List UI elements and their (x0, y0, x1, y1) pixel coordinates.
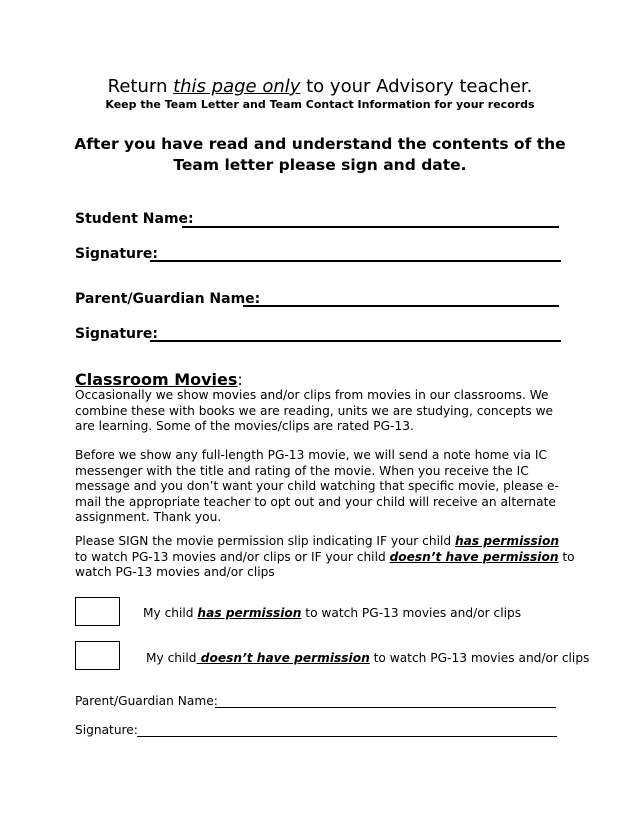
signature-label-2: Signature: (75, 326, 158, 342)
page-title: Return this page only to your Advisory teacher. (107, 76, 533, 97)
parent-name-field[interactable] (243, 305, 559, 307)
subtitle: Keep the Team Letter and Team Contact Information for your records (105, 98, 535, 111)
footer-parent-name-field[interactable] (215, 707, 556, 708)
no-permission-label: My child doesn’t have permission to watch PG-13 movies and/or clips (146, 651, 590, 665)
parent-name-label: Parent/Guardian Name: (75, 291, 261, 307)
has-permission-checkbox[interactable] (75, 597, 120, 626)
no-permission-checkbox[interactable] (75, 641, 120, 670)
student-name-field[interactable] (182, 226, 559, 228)
student-signature-field[interactable] (150, 260, 561, 262)
has-permission-label: My child has permission to watch PG-13 movies and/or clips (143, 606, 522, 620)
footer-parent-name-label: Parent/Guardian Name: (75, 694, 218, 708)
title-emphasis: this page only (173, 76, 301, 97)
movies-paragraph-2: Before we show any full-length PG-13 movie, we will send a note home via IC messenger with the title and rating of the movie. When you receive the IC message and you don’t want your child watching that specific movie, please e-mail the appropriate teacher to opt out and your child will receive an alternate assignment. Thank you. (75, 448, 559, 524)
movies-paragraph-1: Occasionally we show movies and/or clips from movies in our classrooms. We combine these with books we are reading, units we are studying, concepts we are learning. Some of the movies/clips are rated PG-13. (75, 388, 554, 433)
movies-heading: Classroom Movies: (75, 370, 243, 389)
movies-paragraph-3: Please SIGN the movie permission slip indicating IF your child has permission to watch PG-13 movies and/or clips or IF your child doesn’t have permission to watch PG-13 movies and/or clips (75, 534, 575, 579)
signature-label-1: Signature: (75, 246, 158, 262)
instruction-text: After you have read and understand the contents of the Team letter please sign and date. (74, 135, 566, 174)
footer-signature-label: Signature: (75, 723, 138, 737)
footer-signature-field[interactable] (137, 736, 557, 737)
parent-signature-field[interactable] (150, 340, 561, 342)
student-name-label: Student Name: (75, 211, 194, 227)
